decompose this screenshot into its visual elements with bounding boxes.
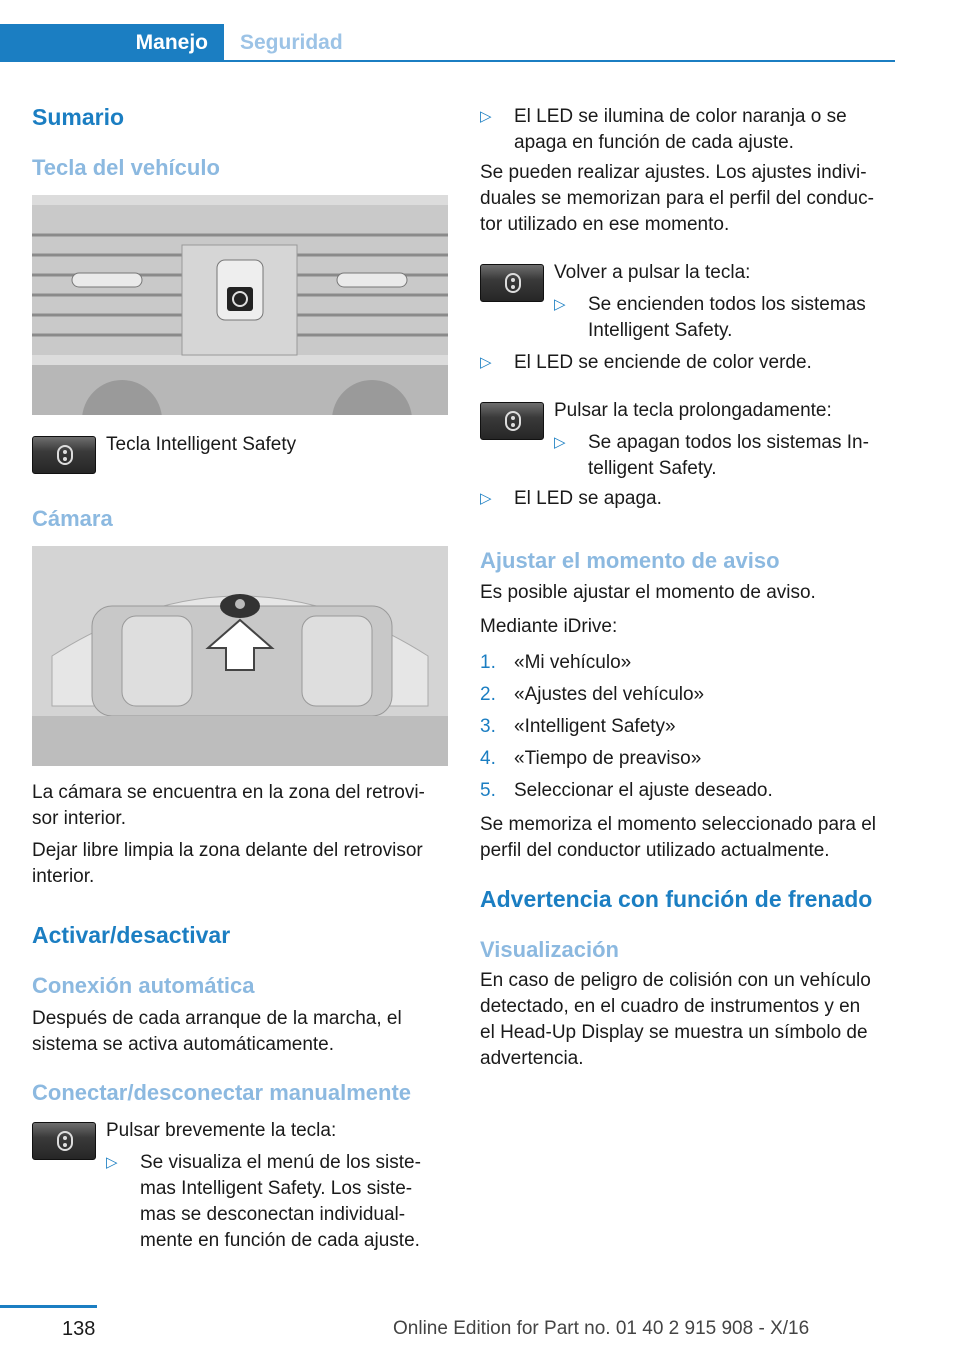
dashboard-vents-illustration	[32, 195, 448, 415]
visual-line-1: En caso de peligro de colisión con un vehículo	[480, 970, 871, 991]
triangle-bullet-icon: ▷	[480, 108, 492, 125]
heading-activar: Activar/desactivar	[32, 922, 231, 948]
intelligent-safety-button-icon	[480, 402, 544, 440]
camara-paragraph-2-line-2: interior.	[32, 866, 95, 887]
ajustes-line-3: tor utilizado en ese momento.	[480, 214, 730, 235]
encienden-line-1: Se encienden todos los sistemas	[588, 294, 866, 315]
camara-paragraph-1-line-1: La cámara se encuentra en la zona del retrovi-	[32, 782, 425, 803]
conexion-line-1: Después de cada arranque de la marcha, el	[32, 1008, 402, 1029]
camara-paragraph-1-line-2: sor interior.	[32, 808, 126, 829]
page-number: 138	[62, 1318, 96, 1340]
bullet-menu	[106, 1150, 446, 1260]
intelligent-safety-button-icon	[480, 264, 544, 302]
triangle-bullet-icon: ▷	[480, 490, 492, 507]
pulsar-prolongadamente: Pulsar la tecla prolongadamente:	[554, 400, 832, 421]
bullet-led-naranja	[480, 104, 900, 158]
vehicle-button-photo	[32, 195, 448, 415]
memoriza-line-2: perfil del conductor utilizado actualmente.	[480, 840, 830, 861]
bullet-menu-line-1: Se visualiza el menú de los siste-	[140, 1152, 421, 1173]
led-verde-text: El LED se enciende de color verde.	[514, 352, 812, 373]
ajustes-line-1: Se pueden realizar ajustes. Los ajustes indivi-	[480, 162, 867, 183]
memoriza-line-1: Se memoriza el momento seleccionado para el	[480, 814, 877, 835]
apagan-line-1: Se apagan todos los sistemas In-	[588, 432, 869, 453]
heading-visualizacion: Visualización	[480, 937, 619, 962]
bullet-menu-line-4: mente en función de cada ajuste.	[140, 1230, 420, 1251]
bullet-menu-line-2: mas Intelligent Safety. Los siste-	[140, 1178, 413, 1199]
mediante-idrive: Mediante iDrive:	[480, 616, 618, 637]
tab-seguridad[interactable]: Seguridad	[240, 31, 343, 54]
bullet-menu-line-3: mas se desconectan individual-	[140, 1204, 406, 1225]
visual-line-4: advertencia.	[480, 1048, 584, 1069]
tecla-caption: Tecla Intelligent Safety	[106, 434, 297, 455]
heading-frenado: Advertencia con función de frenado	[480, 886, 873, 912]
heading-conexion: Conexión automática	[32, 973, 255, 998]
heading-ajustar: Ajustar el momento de aviso	[480, 548, 780, 573]
intelligent-safety-button-icon	[32, 436, 96, 474]
led-apaga-text: El LED se apaga.	[514, 488, 662, 509]
volver-pulsar: Volver a pulsar la tecla:	[554, 262, 751, 283]
heading-camara: Cámara	[32, 506, 113, 531]
visual-line-2: detectado, en el cuadro de instrumentos y en	[480, 996, 861, 1017]
heading-tecla: Tecla del vehículo	[32, 155, 220, 180]
intelligent-safety-button-icon	[32, 1122, 96, 1160]
encienden-line-2: Intelligent Safety.	[588, 320, 733, 341]
bullet-led-line-2: apaga en función de cada ajuste.	[514, 132, 794, 153]
footer-rule	[0, 1305, 97, 1308]
windscreen-camera-illustration	[32, 546, 448, 766]
conexion-line-2: sistema se activa automáticamente.	[32, 1034, 335, 1055]
bullet-led-line-1: El LED se ilumina de color naranja o se	[514, 106, 847, 127]
edition-text: Online Edition for Part no. 01 40 2 915 908 - X/16	[393, 1318, 810, 1339]
bullet-encienden	[554, 292, 894, 346]
pulsar-brevemente: Pulsar brevemente la tecla:	[106, 1120, 337, 1141]
triangle-bullet-icon: ▷	[554, 296, 566, 313]
camara-paragraph-2-line-1: Dejar libre limpia la zona delante del retrovisor	[32, 840, 423, 861]
apagan-line-2: telligent Safety.	[588, 458, 717, 479]
bullet-led-verde	[480, 350, 900, 378]
section-title-sumario: Sumario	[32, 104, 125, 130]
bullet-led-apaga	[480, 486, 900, 514]
heading-manual: Conectar/desconectar manualmente	[32, 1080, 412, 1105]
camera-photo	[32, 546, 448, 766]
posible-ajustar: Es posible ajustar el momento de aviso.	[480, 582, 816, 603]
triangle-bullet-icon: ▷	[480, 354, 492, 371]
ajustes-line-2: duales se memorizan para el perfil del conduc-	[480, 188, 874, 209]
tab-manejo[interactable]: Manejo	[0, 24, 224, 62]
visual-line-3: el Head-Up Display se muestra un símbolo de	[480, 1022, 868, 1043]
triangle-bullet-icon: ▷	[106, 1154, 118, 1171]
triangle-bullet-icon: ▷	[554, 434, 566, 451]
bullet-apagan	[554, 430, 894, 484]
